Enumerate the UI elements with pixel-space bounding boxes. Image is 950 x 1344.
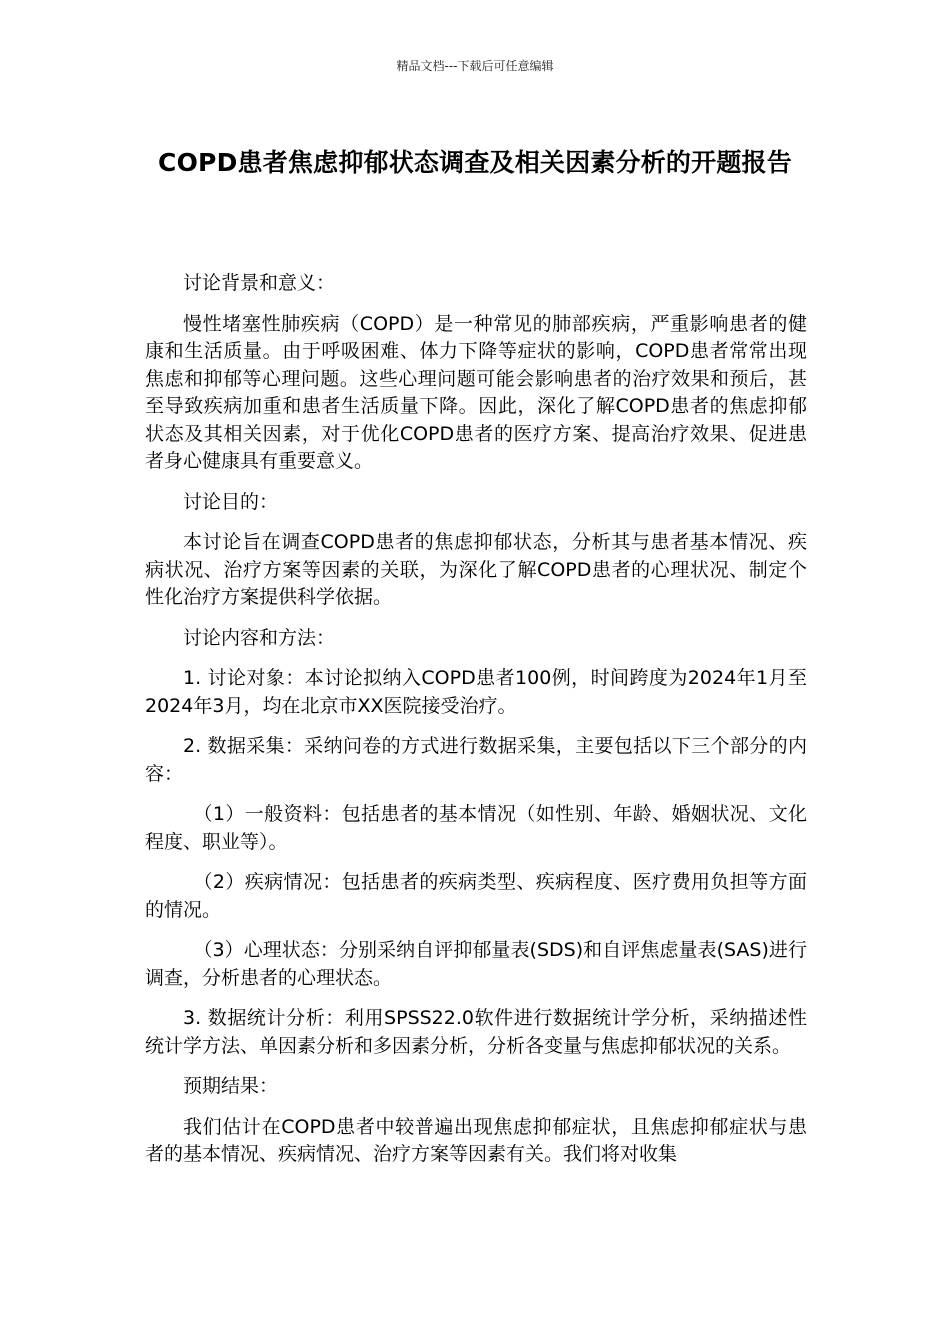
- section-heading-results: 预期结果：: [183, 1075, 279, 1097]
- section-heading-methods: 讨论内容和方法：: [183, 626, 336, 649]
- paragraph-method-2: 2. 数据采集：采纳问卷的方式进行数据采集，主要包括以下三个部分的内容：: [145, 735, 807, 785]
- paragraph-method-1: 1. 讨论对象：本讨论拟纳入COPD患者100例，时间跨度为2024年1月至2024年3月，均在北京市XX医院接受治疗。: [145, 667, 807, 717]
- paragraph-method-3: 3. 数据统计分析：利用SPSS22.0软件进行数据统计学分析，采纳描述性统计学方法、单因素分析和多因素分析，分析各变量与焦虑抑郁状况的关系。: [145, 1007, 807, 1057]
- document-title: COPD患者焦虑抑郁状态调查及相关因素分析的开题报告: [158, 148, 792, 177]
- document-body: [145, 270, 807, 1182]
- paragraph-method-2-item-2: （2）疾病情况：包括患者的疾病类型、疾病程度、医疗费用负担等方面的情况。: [145, 871, 807, 921]
- paragraph-purpose: 本讨论旨在调查COPD患者的焦虑抑郁状态，分析其与患者基本情况、疾病状况、治疗方案等因素的关联，为深化了解COPD患者的心理状况、制定个性化治疗方案提供科学依据。: [145, 531, 807, 608]
- paragraph-background: 慢性堵塞性肺疾病（COPD）是一种常见的肺部疾病，严重影响患者的健康和生活质量。由于呼吸困难、体力下降等症状的影响，COPD患者常常出现焦虑和抑郁等心理问题。这些心理问题可能会影响患者的治疗效果和预后，甚至导致疾病加重和患者生活质量下降。因此，深化了解COPD患者的焦虑抑郁状态及其相关因素，对于优化COPD患者的医疗方案、提高治疗效果、促进患者身心健康具有重要意义。: [145, 312, 807, 472]
- paragraph-method-2-item-1: （1）一般资料：包括患者的基本情况（如性别、年龄、婚姻状况、文化程度、职业等）。: [145, 803, 807, 853]
- section-heading-background: 讨论背景和意义：: [183, 272, 336, 294]
- page-header: 精品文档---下载后可任意编辑: [396, 59, 554, 73]
- section-heading-purpose: 讨论目的：: [183, 490, 279, 513]
- paragraph-method-2-item-3: （3）心理状态：分别采纳自评抑郁量表(SDS)和自评焦虑量表(SAS)进行调查，分析患者的心理状态。: [145, 939, 807, 989]
- paragraph-results: 我们估计在COPD患者中较普遍出现焦虑抑郁症状，且焦虑抑郁症状与患者的基本情况、疾病情况、治疗方案等因素有关。我们将对收集: [145, 1115, 807, 1165]
